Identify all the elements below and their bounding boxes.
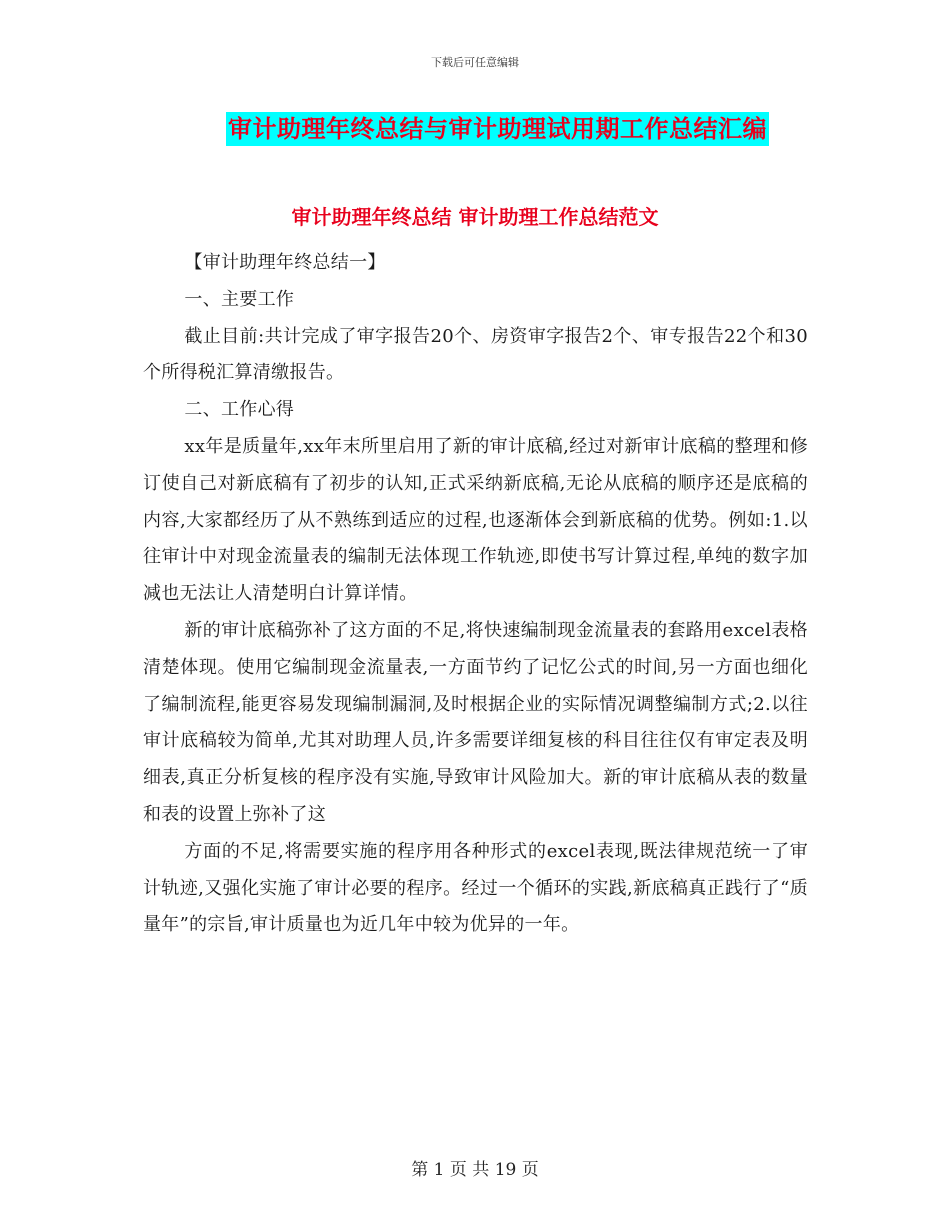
document-body — [143, 245, 808, 944]
paragraph: 新的审计底稿弥补了这方面的不足,将快速编制现金流量表的套路用excel表格清楚体现。使用它编制现金流量表,一方面节约了记忆公式的时间,另一方面也细化了编制流程,能更容易发现编制漏洞,及时根据企业的实际情况调整编制方式;2.以往审计底稿较为简单,尤其对助理人员,许多需要详细复核的科目往往仅有审定表及明细表,真正分析复核的程序没有实施,导致审计风险加大。新的审计底稿从表的数量和表的设置上弥补了这 — [143, 619, 808, 825]
page-header-note: 下载后可任意编辑 — [431, 56, 519, 69]
paragraph: 方面的不足,将需要实施的程序用各种形式的excel表现,既法律规范统一了审计轨迹,又强化实施了审计必要的程序。经过一个循环的实践,新底稿真正践行了“质量年”的宗旨,审计质量也为近几年中较为优异的一年。 — [143, 840, 808, 936]
main-title-container — [0, 112, 950, 146]
paragraph: 截止目前:共计完成了审字报告20个、房资审字报告2个、审专报告22个和30个所得税汇算清缴报告。 — [143, 325, 808, 384]
section-heading: 【审计助理年终总结一】 — [184, 252, 386, 273]
subheading-main-work: 一、主要工作 — [184, 288, 295, 310]
sub-title: 审计助理年终总结 审计助理工作总结范文 — [291, 205, 659, 229]
page-number-footer: 第 1 页 共 19 页 — [411, 1160, 539, 1180]
main-title: 审计助理年终总结与审计助理试用期工作总结汇编 — [226, 112, 769, 146]
paragraph: xx年是质量年,xx年末所里启用了新的审计底稿,经过对新审计底稿的整理和修订使自己对新底稿有了初步的认知,正式采纳新底稿,无论从底稿的顺序还是底稿的内容,大家都经历了从不熟练到适应的过程,也逐渐体会到新底稿的优势。例如:1.以往审计中对现金流量表的编制无法体现工作轨迹,即使书写计算过程,单纯的数字加减也无法让人清楚明白计算详情。 — [143, 435, 808, 605]
subheading-work-experience: 二、工作心得 — [184, 399, 295, 421]
